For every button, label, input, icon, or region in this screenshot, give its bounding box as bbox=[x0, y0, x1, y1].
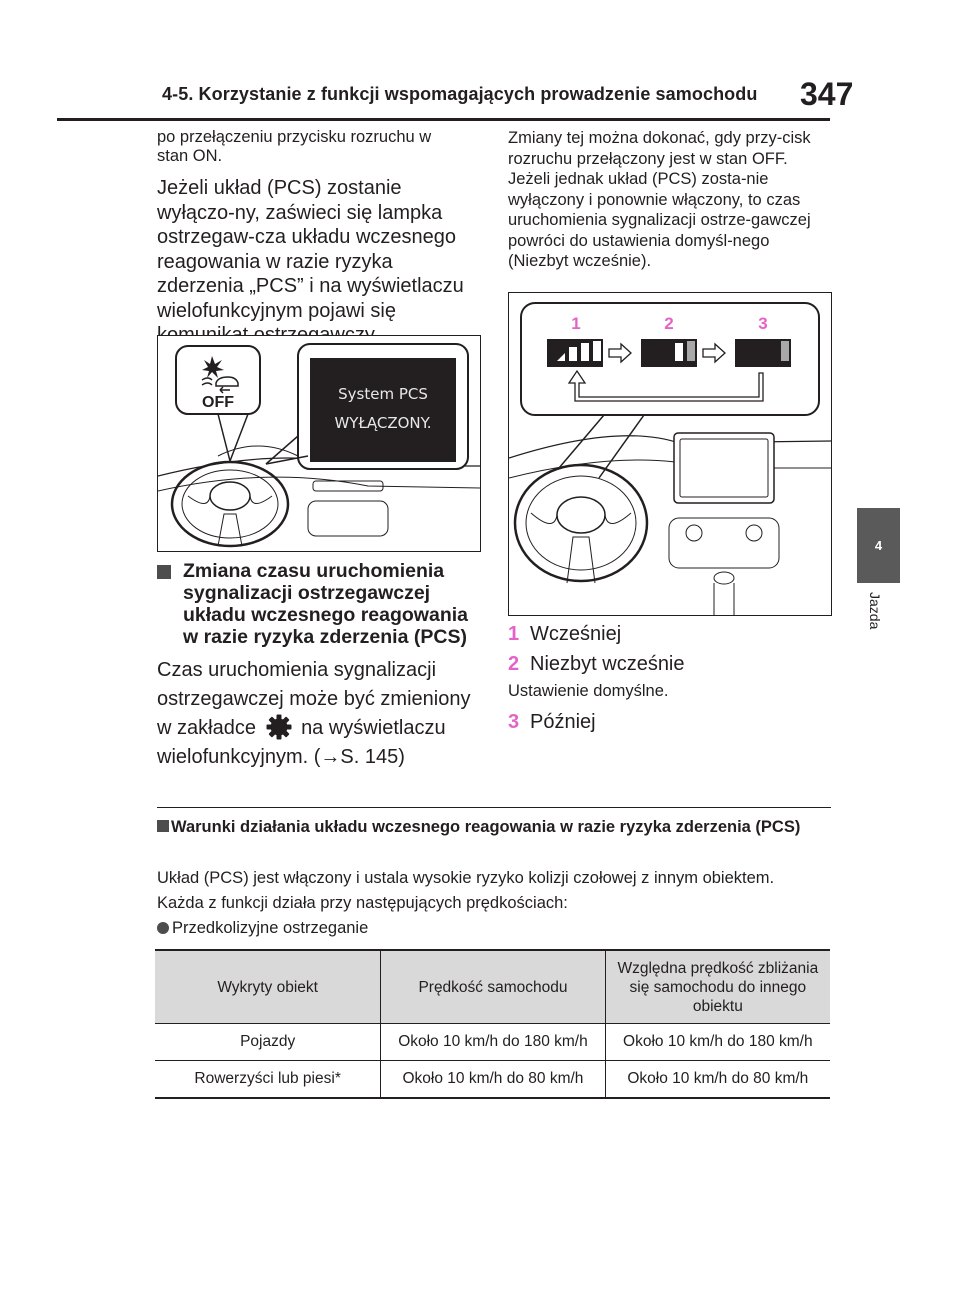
section-square-icon bbox=[157, 820, 169, 832]
legend-num: 3 bbox=[508, 711, 520, 733]
table-row bbox=[155, 1024, 830, 1061]
timing-post-icon: na wyświetlaczu bbox=[301, 717, 446, 739]
fig-num-2: 2 bbox=[664, 314, 674, 333]
page-number: 347 bbox=[800, 76, 854, 112]
display-line-2: WYŁĄCZONY. bbox=[334, 414, 432, 432]
chapter-tab[interactable]: 4 bbox=[857, 508, 900, 583]
pcs-off-illustration bbox=[158, 336, 480, 551]
multi-info-display bbox=[310, 358, 456, 462]
level-box-3 bbox=[735, 339, 791, 367]
intro-text: po przełączeniu przycisku rozruchu w stan ON. bbox=[157, 128, 432, 165]
timing-legend bbox=[508, 620, 830, 736]
legend-item bbox=[508, 620, 830, 648]
timing-section bbox=[157, 560, 479, 772]
conditions-heading-text: Warunki działania układu wczesnego reagowania w razie ryzyka zderzenia (PCS) bbox=[171, 818, 801, 836]
timing-line-4: wielofunkcyjnym. (→S. 145) bbox=[157, 746, 405, 768]
fig-num-1: 1 bbox=[571, 314, 581, 333]
table-header: Wykryty obiekt bbox=[155, 950, 381, 1024]
table-header: Prędkość samochodu bbox=[381, 950, 605, 1024]
legend-item bbox=[508, 708, 830, 736]
section-divider bbox=[157, 807, 831, 808]
timing-paragraph bbox=[157, 656, 479, 772]
section-square-icon bbox=[157, 565, 171, 579]
left-column bbox=[157, 128, 479, 348]
fig-num-3: 3 bbox=[758, 314, 768, 333]
conditions-heading bbox=[157, 818, 831, 837]
legend-num: 1 bbox=[508, 623, 520, 645]
table-header-row bbox=[155, 950, 830, 1024]
table-row bbox=[155, 1061, 830, 1099]
conditions-text-1: Układ (PCS) jest włączony i ustala wysokie ryzyko kolizji czołowej z innym obiektem. bbox=[157, 869, 775, 887]
legend-label: Później bbox=[530, 711, 596, 733]
off-label: OFF bbox=[202, 394, 234, 411]
timing-line-3 bbox=[157, 714, 479, 743]
timing-illustration bbox=[509, 293, 831, 615]
bullet-text: Przedkolizyjne ostrzeganie bbox=[172, 919, 369, 937]
center-screen bbox=[674, 433, 774, 503]
pcs-off-figure bbox=[157, 335, 481, 552]
chapter-label: Jazda bbox=[867, 592, 883, 630]
table-cell: Rowerzyści lub piesi* bbox=[155, 1061, 381, 1099]
legend-num: 2 bbox=[508, 653, 520, 675]
pcs-off-paragraph: Jeżeli układ (PCS) zostanie wyłączo-ny, zaświeci się lampka ostrzegaw-cza układu wczesnego reagowania w razie ryzyka zderzenia „PCS” i na wyświetlaczu wielofunkcyjnym pojawi się bbox=[157, 177, 464, 322]
table-cell: Około 10 km/h do 180 km/h bbox=[605, 1024, 830, 1061]
table-cell: Pojazdy bbox=[155, 1024, 381, 1061]
legend-label: Wcześniej bbox=[530, 623, 622, 645]
timing-figure bbox=[508, 292, 832, 616]
table-cell: Około 10 km/h do 80 km/h bbox=[605, 1061, 830, 1099]
bullet-icon bbox=[157, 922, 169, 934]
timing-heading bbox=[157, 560, 479, 648]
level-box-2 bbox=[641, 339, 697, 367]
speed-table bbox=[155, 949, 830, 1099]
table-header: Względna prędkość zbliżania się samochodu do innego obiektu bbox=[605, 950, 830, 1024]
display-line-1: System PCS bbox=[338, 385, 428, 403]
gear-icon bbox=[266, 714, 292, 740]
conditions-bullet bbox=[157, 918, 831, 938]
legend-item bbox=[508, 650, 830, 678]
default-note: Ustawienie domyślne. bbox=[508, 682, 669, 700]
timing-line-2: ostrzegawczej może być zmieniony bbox=[157, 688, 471, 710]
level-box-1 bbox=[547, 339, 603, 367]
table-cell: Około 10 km/h do 180 km/h bbox=[381, 1024, 605, 1061]
timing-pre-icon: w zakładce bbox=[157, 717, 256, 739]
header-rule bbox=[57, 118, 830, 121]
table-cell: Około 10 km/h do 80 km/h bbox=[381, 1061, 605, 1099]
legend-label: Niezbyt wcześnie bbox=[530, 653, 685, 675]
timing-heading-text: Zmiana czasu uruchomienia sygnalizacji ostrzegawczej układu wczesnego reagowania w razie ryzyka zderzenia (PCS) bbox=[183, 560, 468, 648]
page-header-title: 4-5. Korzystanie z funkcji wspomagających prowadzenie samochodu bbox=[162, 84, 758, 104]
timing-line-1: Czas uruchomienia sygnalizacji bbox=[157, 659, 437, 681]
right-column bbox=[508, 128, 830, 272]
conditions-text-2: Każda z funkcji działa przy następujących prędkościach: bbox=[157, 894, 568, 912]
default-setting-paragraph: Zmiany tej można dokonać, gdy przy-cisk rozruchu przełączony jest w stan OFF. Jeżeli jednak układ (PCS) zosta-nie wyłączony i ponownie włączony, to czas uruchomienia sygnalizacji ostrze-gawczej powróci do ustawienia domyśl-nego (Niezbyt wcześnie). bbox=[508, 129, 811, 270]
